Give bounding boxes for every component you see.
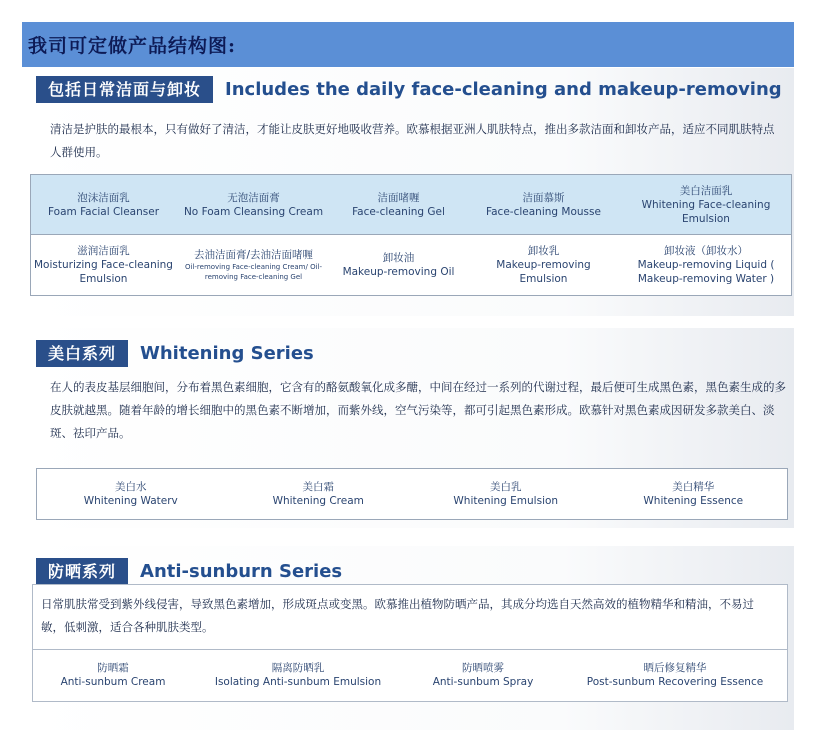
product-cn: 滋润洁面乳 — [77, 245, 130, 257]
product-en: Foam Facial Cleanser — [47, 205, 160, 218]
product-cell — [31, 235, 176, 295]
product-cell — [331, 235, 466, 295]
section-en-title: Anti-sunburn Series — [140, 561, 343, 582]
product-en: Isolating Anti-sunbum Emulsion — [214, 675, 382, 688]
product-en: Anti-sunbum Spray — [432, 675, 534, 688]
product-cn: 防晒霜 — [97, 661, 129, 674]
sunscreen-section — [22, 546, 794, 730]
section-cn-title: 防晒系列 — [36, 558, 128, 585]
product-en: Anti-sunbum Cream — [60, 675, 166, 688]
product-cn: 卸妆乳 — [527, 245, 560, 257]
product-row — [33, 649, 787, 699]
product-cell — [466, 175, 621, 234]
section-header — [36, 76, 782, 103]
product-cell — [563, 650, 787, 699]
product-en: Makeup-removing Oil — [342, 266, 455, 278]
product-cell — [225, 469, 413, 519]
product-table — [30, 174, 792, 296]
section-intro: 日常肌肤常受到紫外线侵害，导致黑色素增加，形成斑点或变黑。欧慕推出植物防晒产品，其成分均选自天然高效的植物精华和精油，不易过敏，低刺激，适合各种肌肤类型。 — [41, 597, 754, 634]
product-table — [36, 468, 788, 520]
product-cn: 防晒喷雾 — [462, 661, 504, 674]
product-cn: 去油洁面膏/去油洁面啫喱 — [193, 249, 314, 261]
product-en: Makeup-removing Liquid ( Makeup-removing Water ) — [637, 259, 775, 285]
product-en: Whitening Cream — [272, 495, 364, 507]
page-title: 我司可定做产品结构图: — [28, 35, 237, 57]
product-en: Whitening Essence — [643, 495, 744, 507]
section-intro: 清洁是护肤的最根本，只有做好了清洁，才能让皮肤更好地吸收营养。欧慕根据亚洲人肌肤特点，推出多款洁面和卸妆产品，适应不同肌肤特点人群使用。 — [50, 122, 775, 159]
product-row — [31, 175, 791, 235]
product-cn: 美白水 — [115, 481, 147, 493]
section-en-title: Includes the daily face-cleaning and makeup-removing — [225, 79, 782, 100]
product-cn: 美白霜 — [302, 481, 334, 493]
product-cn: 晒后修复精华 — [643, 661, 707, 674]
product-cn: 泡沫洁面乳 — [77, 191, 130, 204]
product-en: Face-cleaning Gel — [352, 205, 445, 218]
product-cell — [600, 469, 788, 519]
product-row — [37, 469, 787, 519]
section-intro: 在人的表皮基层细胞间，分布着黑色素细胞，它含有的酪氨酸氧化成多醣，中间在经过一系列的代谢过程，最后便可生成黑色素，黑色素生成的多皮肤就越黑。随着年龄的增长细胞中的黑色素不断增加，而紫外线，空气污染等，都可引起黑色素形成。欧慕针对黑色素成因研发多款美白、淡斑、祛印产品。 — [50, 380, 786, 440]
product-cell — [331, 175, 466, 234]
product-cell — [37, 469, 225, 519]
product-en: No Foam Cleansing Cream — [183, 205, 324, 218]
product-cn: 卸妆油 — [382, 252, 415, 264]
section-cn-title: 包括日常洁面与卸妆 — [36, 76, 213, 103]
product-en: Moisturizing Face-cleaning Emulsion — [34, 259, 173, 285]
product-cn: 隔离防晒乳 — [271, 661, 325, 674]
product-cell — [403, 650, 563, 699]
section-header — [36, 558, 342, 585]
product-cn: 美白精华 — [672, 481, 715, 493]
product-en: Makeup-removing Emulsion — [496, 259, 591, 285]
section-header — [36, 340, 314, 367]
product-en: Post-sunbum Recovering Essence — [586, 675, 764, 688]
product-cell — [466, 235, 621, 295]
section-cn-title: 美白系列 — [36, 340, 128, 367]
product-cn: 洁面啫喱 — [377, 191, 420, 204]
whitening-section — [22, 328, 794, 528]
product-cn: 卸妆液（卸妆水） — [664, 245, 748, 257]
sunscreen-frame — [32, 584, 788, 702]
product-en: Whitening Face-cleaning Emulsion — [641, 198, 771, 225]
product-en: Whitening Emulsion — [453, 495, 559, 507]
product-cn: 洁面慕斯 — [522, 191, 565, 204]
product-cn: 无泡洁面膏 — [227, 191, 280, 204]
product-en: Face-cleaning Mousse — [486, 205, 601, 218]
product-en: Whitening Waterv — [83, 495, 178, 507]
product-row — [31, 235, 791, 295]
cleansing-section — [22, 68, 794, 316]
product-cn: 美白乳 — [490, 481, 522, 493]
section-en-title: Whitening Series — [140, 343, 314, 364]
product-cn: 美白洁面乳 — [679, 184, 733, 197]
product-en: Oil-removing Face-cleaning Cream/ Oil-removing Face-cleaning Gel — [184, 263, 323, 281]
product-cell — [412, 469, 600, 519]
product-cell — [33, 650, 193, 699]
product-cell — [621, 175, 791, 234]
product-cell — [31, 175, 176, 234]
product-cell — [621, 235, 791, 295]
product-cell — [176, 175, 331, 234]
header-bar — [22, 22, 794, 67]
product-cell — [193, 650, 403, 699]
product-cell — [176, 235, 331, 295]
